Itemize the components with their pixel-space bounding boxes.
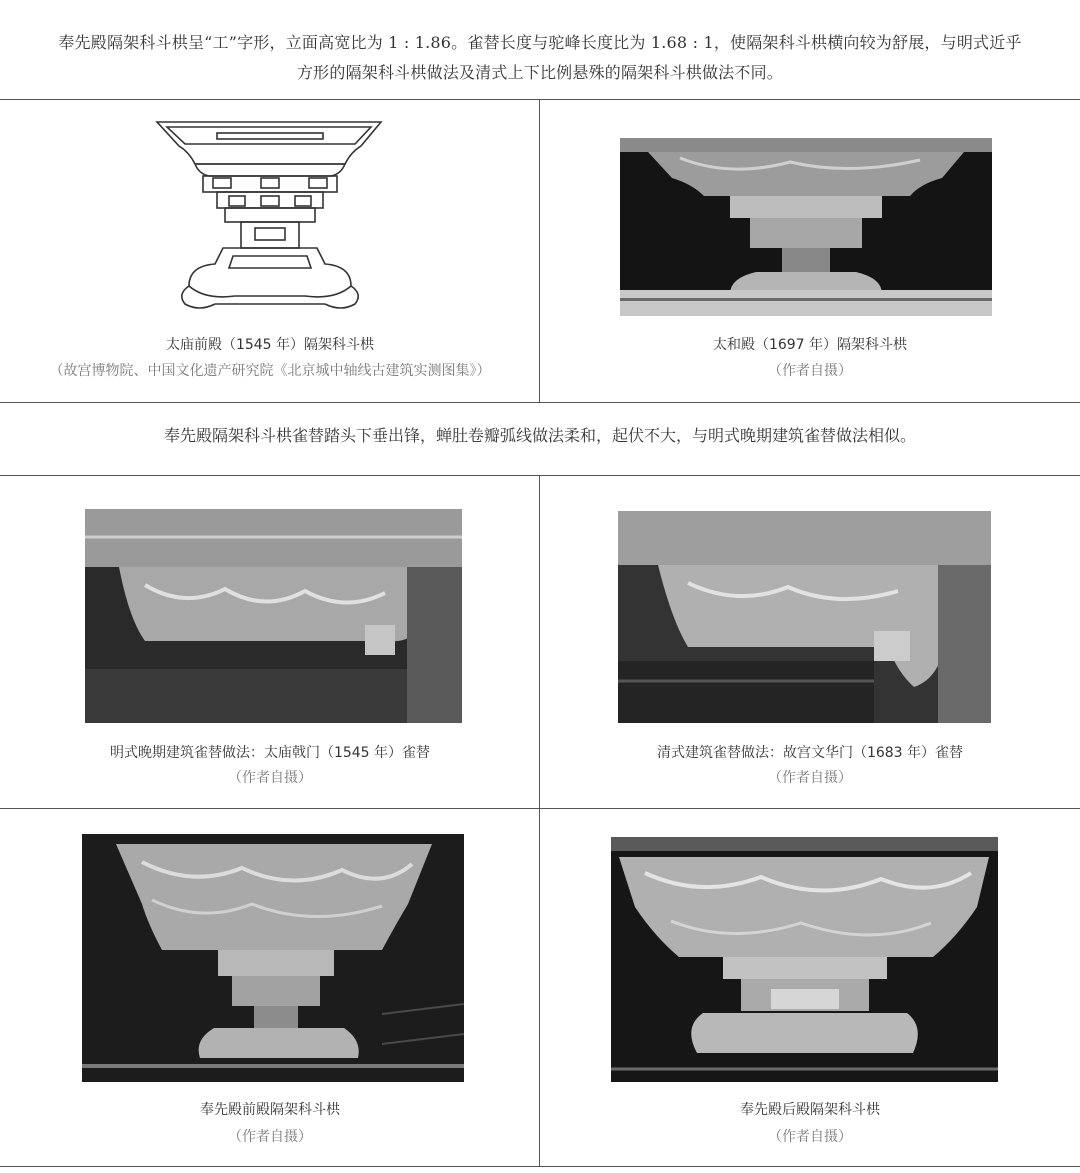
intro-paragraph: [0, 0, 1080, 99]
source-figure-1: （故宫博物院、中国文化遗产研究院《北京城中轴线古建筑实测图集》）: [49, 363, 491, 379]
figure-photo-front-hall: [82, 834, 464, 1082]
intro-line-2: 方形的隔架科斗栱做法及清式上下比例悬殊的隔架科斗栱做法不同。: [296, 63, 783, 82]
source-figure-4: （作者自摄）: [768, 770, 852, 786]
bracket-line-drawing: [155, 118, 385, 316]
source-figure-2: （作者自摄）: [768, 363, 852, 379]
queti-photo-ming: [85, 509, 462, 723]
bracket-photo-front-hall: [82, 834, 464, 1082]
figure-photo-taihedian: [620, 138, 992, 316]
divider-top: [0, 99, 1080, 100]
queti-photo-qing: [618, 511, 991, 723]
divider-row2-bottom: [0, 808, 1080, 809]
caption-figure-5: 奉先殿前殿隔架科斗栱: [200, 1102, 340, 1118]
intro-line-1: 奉先殿隔架科斗栱呈“工”字形，立面高宽比为 1 : 1.86。雀替长度与驼峰长度比为 1.68 : 1，使隔架科斗栱横向较为舒展，与明式近乎: [58, 33, 1022, 52]
middle-paragraph: 奉先殿隔架科斗栱雀替踏头下垂出锋，蝉肚卷瓣弧线做法柔和，起伏不大，与明式晚期建筑雀替做法相似。: [163, 426, 916, 445]
bracket-photo-rear-hall: [611, 837, 998, 1082]
figure-photo-wenhuamen: [618, 511, 991, 723]
caption-figure-6: 奉先殿后殿隔架科斗栱: [740, 1102, 880, 1118]
divider-row1-bottom: [0, 402, 1080, 403]
column-divider-rows23: [539, 475, 540, 1166]
divider-bottom: [0, 1166, 1080, 1167]
caption-figure-1: 太庙前殿（1545 年）隔架科斗栱: [165, 337, 375, 353]
caption-figure-2: 太和殿（1697 年）隔架科斗栱: [712, 337, 908, 353]
caption-figure-4: 清式建筑雀替做法：故宫文华门（1683 年）雀替: [656, 745, 964, 761]
caption-figure-3: 明式晚期建筑雀替做法：太庙戟门（1545 年）雀替: [109, 745, 431, 761]
source-figure-3: （作者自摄）: [228, 770, 312, 786]
source-figure-5: （作者自摄）: [228, 1129, 312, 1145]
column-divider-row1: [539, 99, 540, 402]
figure-photo-rear-hall: [611, 837, 998, 1082]
figure-photo-taimiao-jimen: [85, 509, 462, 723]
source-figure-6: （作者自摄）: [768, 1129, 852, 1145]
bracket-photo: [620, 138, 992, 316]
figure-line-drawing-taimiao: [155, 118, 385, 316]
divider-middle-bottom: [0, 475, 1080, 476]
